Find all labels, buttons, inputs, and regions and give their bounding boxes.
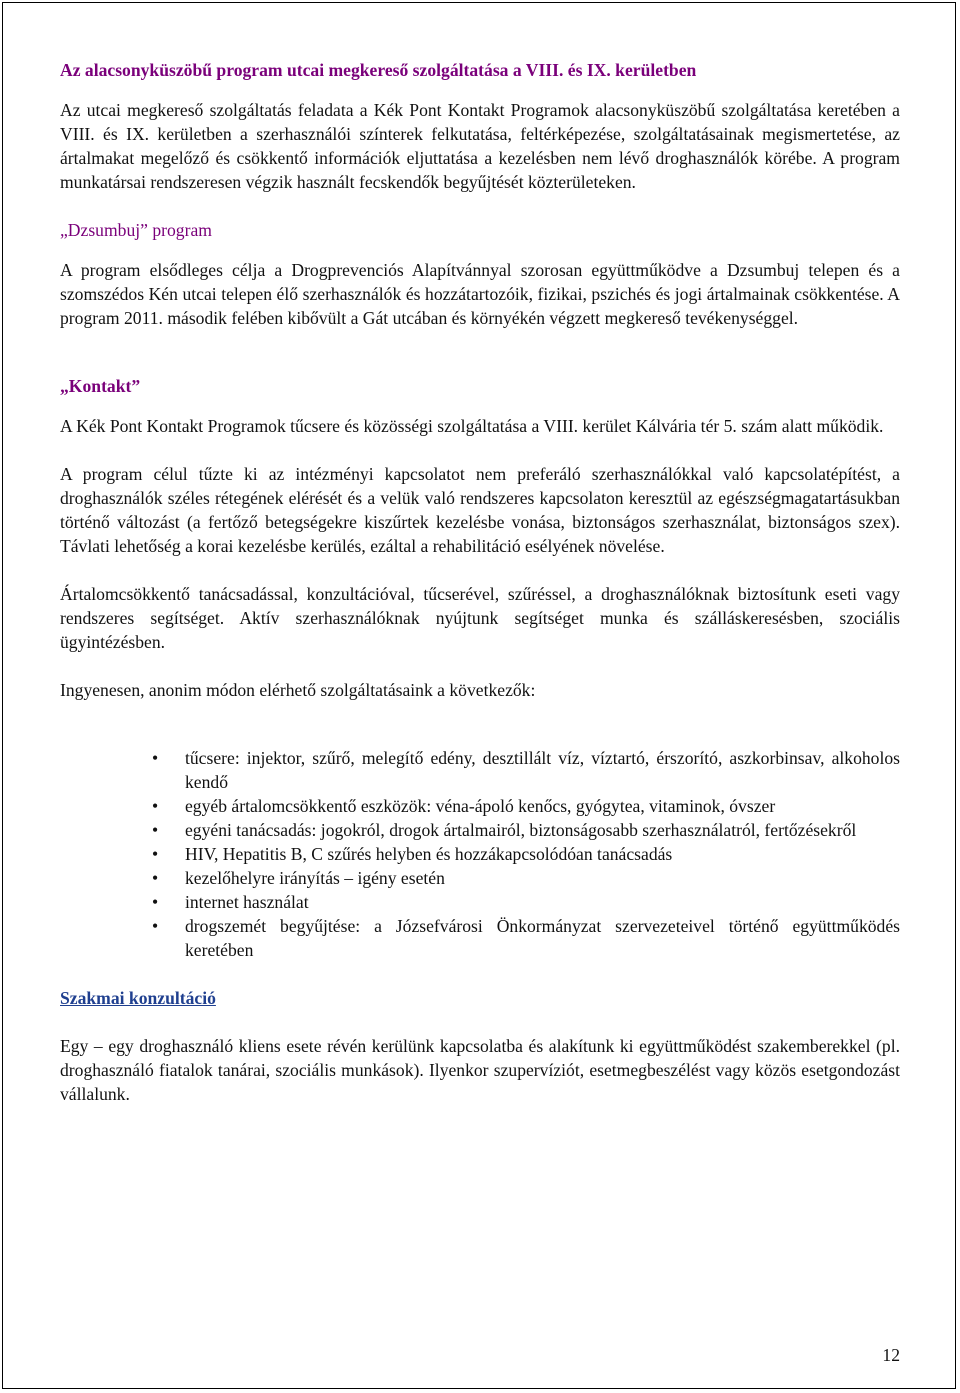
section-heading-professional-consultation: Szakmai konzultáció (60, 988, 216, 1008)
paragraph-street-outreach: Az utcai megkereső szolgáltatás feladata a Kék Pont Kontakt Programok alacsonyküszöbű szolgáltatása keretében a VIII. és IX. kerületben a szerhasználói színterek felkutatása, feltérképezése, szolgáltatásainak megismertetése, az ártalmakat megelőző és csökkentő információk eljuttatása a kezelésben nem lévő droghasználók körébe. A program munkatársai rendszeresen végzik használt fecskendők begyűjtését közterületeken. (60, 100, 900, 192)
document-body (60, 58, 900, 1106)
bullet-icon: • (152, 820, 159, 840)
paragraph-services-intro: Ingyenesen, anonim módon elérhető szolgáltatásaink a következők: (60, 680, 536, 700)
list-item: • internet használat (152, 892, 309, 912)
list-item: • egyéni tanácsadás: jogokról, drogok ártalmairól, biztonságosabb szerhasználatról, fertőzésekről (152, 820, 857, 840)
section-heading-dzsumbuj: „Dzsumbuj” program (60, 220, 212, 240)
paragraph-professional-consultation: Egy – egy droghasználó kliens esete révén kerülünk kapcsolatba és alakítunk ki együttműködést szakemberekkel (pl. droghasználó fiatalok tanárai, szociális munkások). Ilyenkor szupervíziót, esetmegbeszélést vagy közös esetgondozást vállalunk. (60, 1036, 900, 1104)
bullet-icon: • (152, 916, 159, 936)
bullet-icon: • (152, 748, 159, 768)
list-item: • tűcsere: injektor, szűrő, melegítő edény, desztillált víz, víztartó, érszorító, aszkorbinsav, alkoholos kendő (152, 748, 900, 792)
list-item: • HIV, Hepatitis B, C szűrés helyben és hozzákapcsolódóan tanácsadás (152, 844, 673, 864)
services-list (60, 746, 900, 962)
bullet-icon: • (152, 892, 159, 912)
paragraph-kontakt-support: Ártalomcsökkentő tanácsadással, konzultációval, tűcserével, szűréssel, a droghasználóknak biztosítunk eseti vagy rendszeres segítséget. Aktív szerhasználóknak nyújtunk segítséget munka és szálláskeresésben, szociális ügyintézésben. (60, 584, 900, 652)
list-item: • egyéb ártalomcsökkentő eszközök: véna-ápoló kenőcs, gyógytea, vitaminok, óvszer (152, 796, 776, 816)
section-heading-kontakt: „Kontakt” (60, 376, 141, 396)
page-number: 12 (882, 1345, 900, 1365)
bullet-icon: • (152, 796, 159, 816)
list-item: • drogszemét begyűjtése: a Józsefvárosi Önkormányzat szervezeteivel történő együttműködés keretében (152, 916, 900, 960)
bullet-icon: • (152, 844, 159, 864)
section-heading-street-outreach: Az alacsonyküszöbű program utcai megkereső szolgáltatása a VIII. és IX. kerületben (60, 60, 697, 80)
paragraph-kontakt-goal: A program célul tűzte ki az intézményi kapcsolatot nem preferáló szerhasználókkal való kapcsolatépítést, a droghasználók széles rétegének elérését és a velük való rendszeres kapcsolaton keresztül az egészségmagatartásukban történő változást (a fertőző betegségekre kiszűrtek kezelésbe vonása, biztonságos szerhasználat, biztonságos szex). Távlati lehetőség a korai kezelésbe kerülés, ezáltal a rehabilitáció esélyének növelése. (60, 464, 900, 556)
bullet-icon: • (152, 868, 159, 888)
paragraph-dzsumbuj: A program elsődleges célja a Drogprevenciós Alapítvánnyal szorosan együttműködve a Dzsumbuj telepen és a szomszédos Kén utcai telepen élő szerhasználók és hozzátartozóik, fizikai, pszichés és jogi ártalmainak csökkentése. A program 2011. második felében kibővült a Gát utcában és környékén végzett megkereső tevékenységgel. (60, 260, 900, 328)
paragraph-kontakt-location: A Kék Pont Kontakt Programok tűcsere és közösségi szolgáltatása a VIII. kerület Kálvária tér 5. szám alatt működik. (60, 416, 884, 436)
list-item: • kezelőhelyre irányítás – igény esetén (152, 868, 445, 888)
